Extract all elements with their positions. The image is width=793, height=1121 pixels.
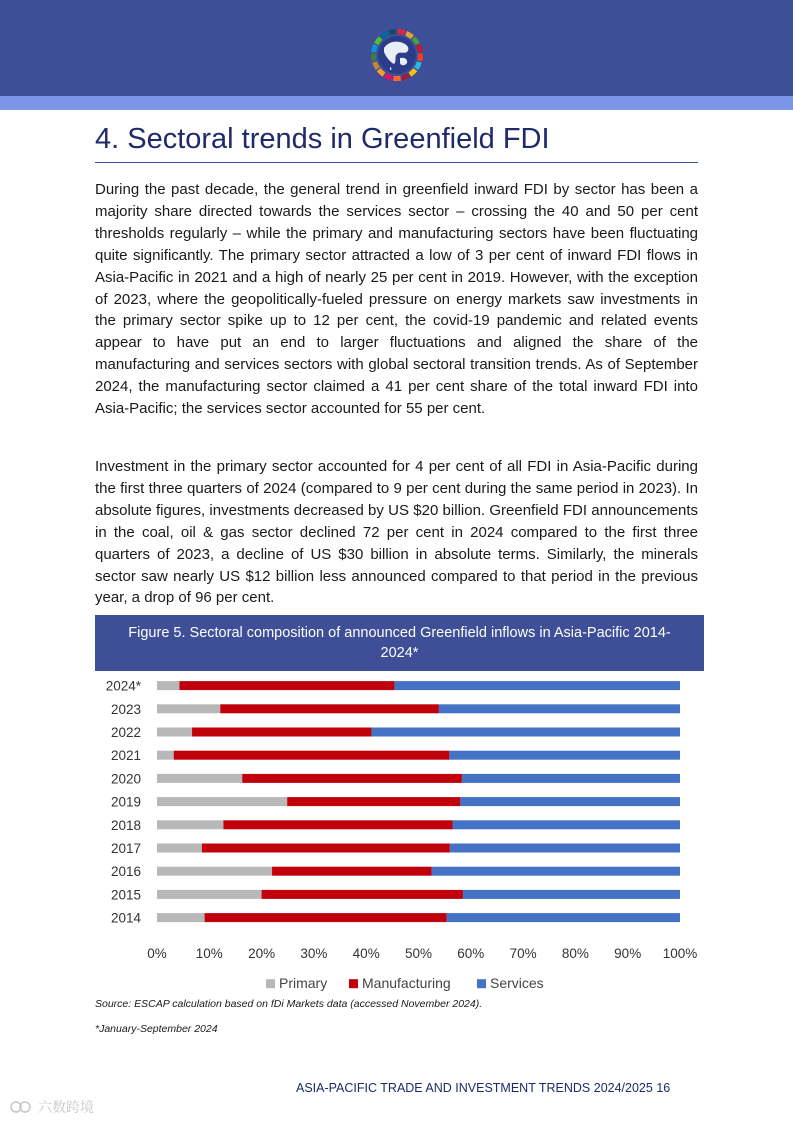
bar-services bbox=[463, 890, 680, 899]
logo-ring-segment bbox=[372, 61, 380, 70]
bar-services bbox=[371, 728, 680, 737]
category-label: 2016 bbox=[110, 864, 141, 880]
logo-ring-segment bbox=[388, 29, 396, 35]
bar-primary bbox=[157, 890, 262, 899]
body-paragraph-1: During the past decade, the general trend in greenfield inward FDI by sector has been a majority share directed towards the services sector – crossing the 40 and 50 per cent thresholds regularly – while the primary and manufacturing sectors have been fluctuating quite significantly. The primary sector attracted a low of 3 per cent of inward FDI flows in Asia-Pacific in 2021 and a high of nearly 25 per cent in 2019. However, with the exception of 2023, where the geopolitically-fueled pressure on energy markets saw investments in the primary sector spike up to 12 per cent, the covid-19 pandemic and related events appear to have put an end to larger fluctuations and aligned the share of the manufacturing and services sectors with global sectoral transition trends. As of September 2024, the manufacturing sector claimed a 41 per cent share of the total inward FDI into Asia-Pacific; the services sector accounted for 55 per cent. bbox=[95, 181, 698, 418]
bar-services bbox=[447, 913, 680, 922]
logo-ring-segment bbox=[409, 68, 418, 77]
logo-ring-segment bbox=[371, 53, 377, 61]
category-label: 2020 bbox=[110, 771, 141, 787]
bar-manufacturing bbox=[223, 820, 452, 829]
x-tick-label: 90% bbox=[614, 946, 642, 962]
category-label: 2017 bbox=[110, 841, 141, 856]
bar-primary bbox=[157, 867, 272, 876]
bar-manufacturing bbox=[179, 681, 394, 690]
bar-primary bbox=[157, 774, 242, 783]
x-tick-label: 50% bbox=[404, 946, 433, 962]
page-footer bbox=[296, 1081, 670, 1095]
x-tick-label: 10% bbox=[195, 946, 223, 962]
logo-ring-segment bbox=[405, 31, 414, 39]
escap-logo-icon bbox=[370, 24, 424, 86]
category-label: 2023 bbox=[110, 701, 141, 717]
bar-primary bbox=[157, 681, 179, 690]
bar-primary bbox=[157, 728, 192, 737]
logo-ring-segment bbox=[414, 61, 422, 70]
watermark-text: 六数跨境 bbox=[38, 1100, 94, 1116]
bar-manufacturing bbox=[287, 797, 460, 806]
bar-manufacturing bbox=[220, 704, 439, 713]
bar-manufacturing bbox=[202, 844, 450, 853]
sectoral-composition-chart bbox=[95, 671, 704, 996]
bar-services bbox=[462, 774, 680, 783]
logo-ring-segment bbox=[374, 36, 382, 45]
category-label: 2021 bbox=[110, 748, 141, 764]
category-label: 2014 bbox=[110, 910, 141, 926]
category-label: 2022 bbox=[110, 725, 141, 740]
x-tick-label: 100% bbox=[662, 946, 698, 962]
bar-primary bbox=[157, 820, 223, 829]
logo-ring-segment bbox=[371, 44, 378, 52]
title-divider bbox=[95, 162, 698, 163]
x-tick-label: 40% bbox=[352, 946, 380, 962]
logo-ring-segment bbox=[398, 29, 406, 35]
watermark-logo bbox=[8, 1096, 108, 1118]
bar-services bbox=[452, 820, 680, 829]
bar-services bbox=[460, 797, 680, 806]
bar-services bbox=[394, 681, 680, 690]
legend-label: Manufacturing bbox=[362, 975, 451, 992]
legend-swatch-services bbox=[477, 979, 486, 988]
logo-ring-segment bbox=[417, 53, 423, 61]
body-paragraph-2: Investment in the primary sector accounted for 4 per cent of all FDI in Asia-Pacific during the first three quarters of 2024 (compared to 9 per cent during the same period in 2023). In absolute figures, investments decreased by US $20 billion. Greenfield FDI announcements in the coal, oil & gas sector declined 72 per cent in 2024 compared to the first three quarters of 2023, a decline of US $30 billion in absolute terms. Similarly, the minerals sector saw nearly US $12 billion less announced compared to that period in the previous year, a drop of 96 per cent. bbox=[95, 458, 698, 607]
x-tick-label: 70% bbox=[509, 946, 537, 962]
category-label: 2024* bbox=[105, 678, 141, 694]
bar-primary bbox=[157, 751, 174, 760]
section-title: 4. Sectoral trends in Greenfield FDI bbox=[95, 123, 550, 155]
logo-ring-segment bbox=[384, 73, 393, 80]
bar-primary bbox=[157, 797, 287, 806]
category-label: 2019 bbox=[110, 794, 141, 810]
header-accent-band bbox=[0, 96, 793, 110]
legend-swatch-manufacturing bbox=[349, 979, 358, 988]
page-number: 16 bbox=[656, 1081, 671, 1095]
legend-label: Primary bbox=[279, 975, 328, 992]
bar-primary bbox=[157, 913, 205, 922]
logo-ring-segment bbox=[412, 36, 420, 45]
x-tick-label: 80% bbox=[561, 946, 589, 962]
x-tick-label: 0% bbox=[147, 946, 167, 962]
bar-manufacturing bbox=[174, 751, 450, 760]
bar-manufacturing bbox=[272, 867, 432, 876]
bar-services bbox=[450, 844, 680, 853]
legend-label: Services bbox=[490, 975, 544, 992]
bar-services bbox=[439, 704, 680, 713]
x-tick-label: 30% bbox=[300, 946, 328, 962]
logo-ring-segment bbox=[416, 44, 423, 52]
x-tick-label: 20% bbox=[248, 946, 276, 962]
category-label: 2015 bbox=[110, 887, 141, 903]
x-tick-label: 60% bbox=[457, 946, 485, 962]
logo-ring-segment bbox=[377, 68, 386, 77]
legend-swatch-primary bbox=[266, 979, 275, 988]
bar-manufacturing bbox=[192, 728, 371, 737]
logo-ring-segment bbox=[401, 73, 410, 80]
figure-title: Figure 5. Sectoral composition of announced Greenfield inflows in Asia-Pacific 2014-2024* bbox=[95, 615, 704, 671]
footer-title: ASIA-PACIFIC TRADE AND INVESTMENT TRENDS 2024/2025 bbox=[296, 1081, 653, 1095]
bar-manufacturing bbox=[205, 913, 447, 922]
logo-ring-segment bbox=[380, 31, 389, 39]
bar-services bbox=[449, 751, 680, 760]
bar-primary bbox=[157, 844, 202, 853]
bar-primary bbox=[157, 704, 220, 713]
figure-source: Source: ESCAP calculation based on fDi Markets data (accessed November 2024). bbox=[95, 998, 483, 1010]
bar-manufacturing bbox=[262, 890, 463, 899]
bar-services bbox=[432, 867, 680, 876]
logo-ring-segment bbox=[393, 76, 401, 81]
category-label: 2018 bbox=[110, 817, 141, 833]
figure-note: *January-September 2024 bbox=[95, 1023, 218, 1035]
bar-manufacturing bbox=[242, 774, 462, 783]
